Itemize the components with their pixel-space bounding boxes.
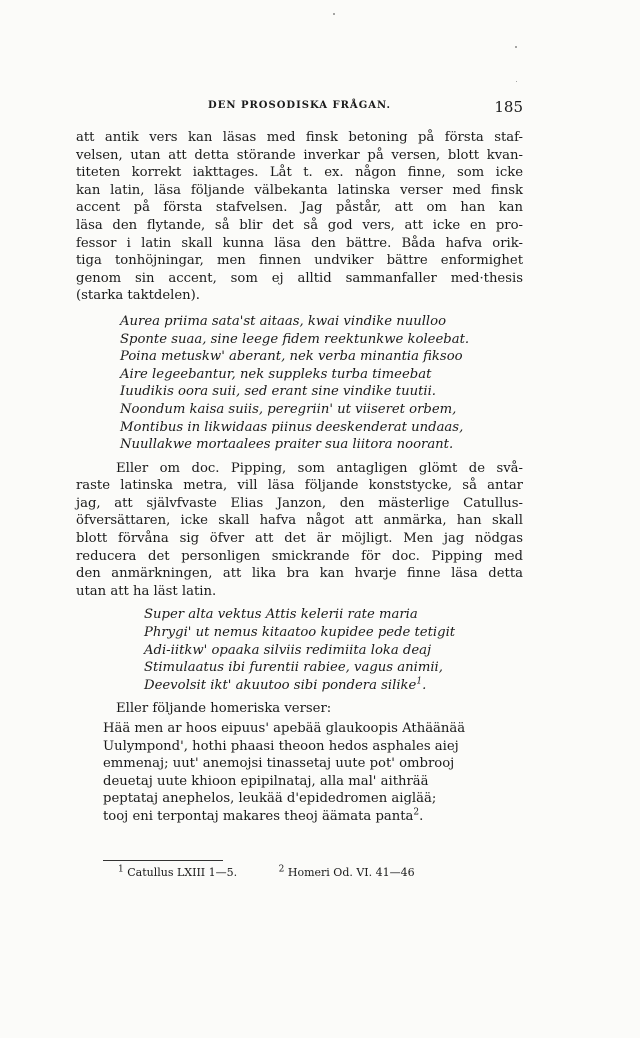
text-line: velsen, utan att detta störande inverkar på versen, blott kvan- — [76, 147, 523, 163]
verse-line: deuetaj uute khioon epipilnataj, alla mal' aithrää — [103, 773, 429, 789]
verse-line: Iuudikis oora suii, sed erant sine vindike tuutii. — [120, 384, 436, 400]
verse-line: Montibus in likwidaas piinus deeskenderat undaas, — [120, 419, 464, 435]
verse-line: Noondum kaisa suiis, peregriin' ut viiseret orbem, — [120, 401, 457, 417]
text-line: tiga tonhöjningar, men finnen undviker bättre enformighet — [76, 253, 523, 269]
footnote-marker: 2 — [413, 807, 420, 818]
paper-speck — [515, 46, 517, 48]
latin-verse-catullus — [76, 606, 523, 694]
greek-verse-homer — [76, 720, 523, 826]
verse-line-text: tooj eni terpontaj makares theoj äämata panta — [103, 808, 414, 824]
page-header — [76, 98, 523, 116]
paragraph-homeric-intro: Eller följande homeriska verser: — [116, 701, 332, 717]
text-line: fessor i latin skall kunna läsa den bättre. Båda hafva orik- — [76, 235, 523, 251]
paragraph-pipping — [76, 460, 523, 601]
verse-line-text: Deevolsit ikt' akuutoo sibi pondera silike — [144, 677, 417, 693]
page-body — [76, 129, 523, 826]
text-line: kan latin, läsa följande välbekanta latinska verser med finsk — [76, 182, 523, 198]
footnote-marker: 1 — [416, 676, 423, 687]
text-line: genom sin accent, som ej alltid sammanfaller med·thesis — [76, 270, 523, 286]
footnote-2-marker: 2 — [278, 864, 285, 875]
text-line: läsa den flytande, så blir det så god vers, att icke en pro- — [76, 217, 523, 233]
text-line: jag, att självfvaste Elias Janzon, den mästerlige Catullus- — [76, 495, 523, 511]
verse-line: Super alta vektus Attis kelerii rate maria — [144, 607, 418, 623]
text-line: raste latinska metra, vill läsa följande konststycke, så antar — [76, 478, 523, 494]
verse-line: Phrygi' ut nemus kitaatoo kupidee pede tetigit — [144, 625, 456, 641]
footnote-1 — [118, 866, 237, 879]
footnote-2 — [279, 866, 415, 879]
page-number: 185 — [494, 98, 523, 116]
footnote-2-text: Homeri Od. VI. 41—46 — [287, 866, 415, 879]
running-title: DEN PROSODISKA FRÅGAN. — [208, 100, 391, 111]
footnotes — [118, 866, 415, 879]
verse-line: Uulympond', hothi phaasi theoon hedos asphales aiej — [103, 738, 459, 754]
footnote-rule — [103, 860, 223, 861]
text-line: öfversättaren, icke skall hafva något att anmärka, han skall — [76, 513, 523, 529]
verse-line: Adi-iitkw' opaaka silviis redimiita loka deaj — [144, 642, 432, 658]
verse-line: Deevolsit ikt' akuutoo sibi pondera silike$^1$. — [144, 676, 427, 693]
text-line: blott förvåna sig öfver att det är möjligt. Men jag nödgas — [76, 531, 523, 547]
verse-line: emmenaj; uut' anemojsi tinassetaj uute pot' ombrooj — [103, 756, 455, 772]
text-line: accent på första stafvelsen. Jag påstår, att om han kan — [76, 200, 523, 216]
footnote-1-text: Catullus LXIII 1—5. — [127, 866, 238, 879]
paper-speck — [516, 81, 517, 82]
footnote-1-marker: 1 — [118, 864, 124, 875]
verse-line: peptataj anephelos, leukää d'epidedromen aiglää; — [103, 791, 437, 807]
verse-line: Nuullakwe mortaalees praiter sua liitora noorant. — [120, 437, 454, 453]
text-line: den anmärkningen, att lika bra kan hvarje finne läsa detta — [76, 566, 523, 582]
text-line: utan att ha läst latin. — [76, 583, 217, 599]
text-line: titeten korrekt iakttages. Låt t. ex. någon finne, som icke — [76, 165, 523, 181]
verse-line: tooj eni terpontaj makares theoj äämata panta$^2$. — [103, 807, 424, 824]
text-line: reducera det personligen smickrande för doc. Pipping med — [76, 548, 523, 564]
verse-line: Hää men ar hoos eipuus' apebää glaukoopis Athäänää — [103, 721, 466, 736]
verse-line: Stimulaatus ibi furentii rabiee, vagus animii, — [144, 660, 443, 676]
verse-line: Poina metuskw' aberant, nek verba minantia fiksoo — [120, 349, 463, 365]
paragraph-prosody-claim — [76, 129, 523, 305]
verse-line: Aire legeebantur, nek suppleks turba timeebat — [120, 366, 432, 382]
text-line: (starka taktdelen). — [76, 288, 200, 304]
paper-speck — [333, 13, 335, 15]
verse-line: Aurea priima sata'st aitaas, kwai vindike nuulloo — [120, 313, 447, 329]
latin-verse-ovid — [76, 313, 523, 454]
text-line: att antik vers kan läsas med finsk betoning på första staf- — [76, 130, 523, 145]
verse-line: Sponte suaa, sine leege fidem reektunkwe koleebat. — [120, 331, 470, 347]
text-line: Eller om doc. Pipping, som antagligen glömt de svå- — [116, 460, 523, 476]
